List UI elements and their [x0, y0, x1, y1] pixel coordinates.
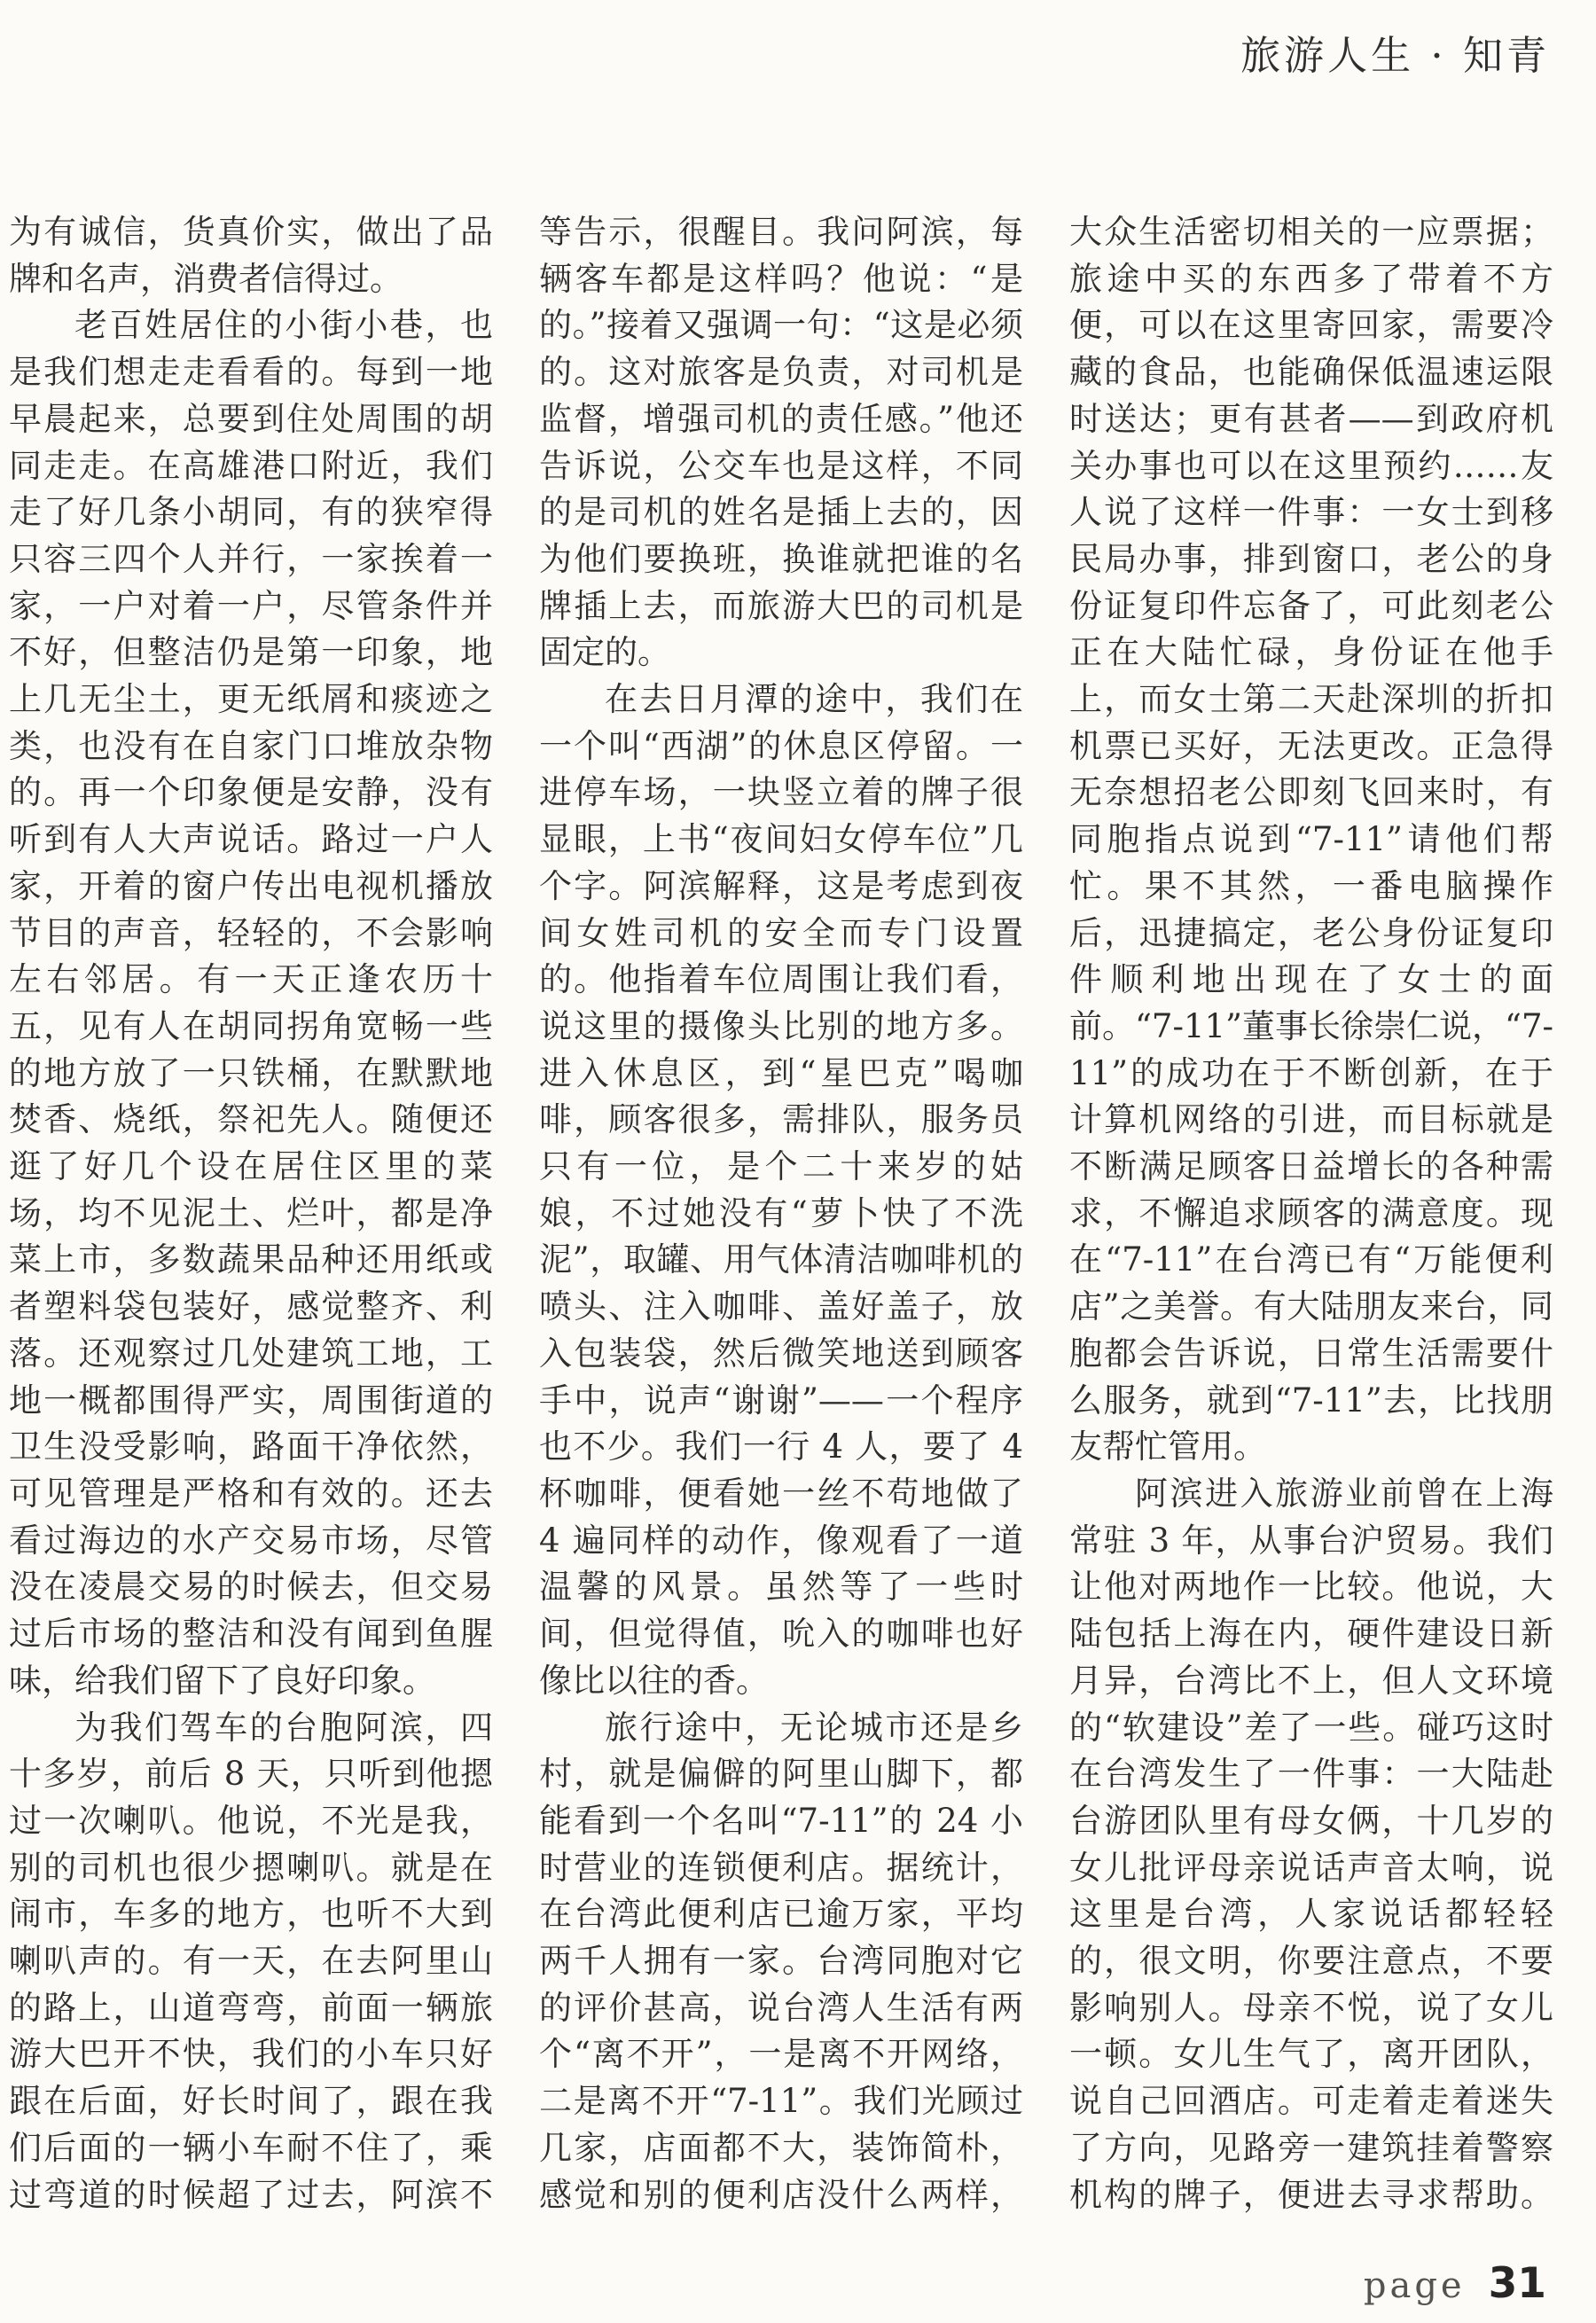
- paragraph: 在去日月潭的途中，我们在一个叫“西湖”的休息区停留。一进停车场，一块竖立着的牌子很显眼，上书“夜间妇女停车位”几个字。阿滨解释，这是考虑到夜间女姓司机的安全而专门设置的。他指着车位周围让我们看，说这里的摄像头比别的地方多。进入休息区，到“星巴克”喝咖啡，顾客很多，需排队，服务员只有一位，是个二十来岁的姑娘，不过她没有“萝卜快了不洗泥”，取罐、用气体清洁咖啡机的喷头、注入咖啡、盖好盖子，放入包装袋，然后微笑地送到顾客手中，说声“谢谢”——一个程序也不少。我们一行 4 人，要了 4 杯咖啡，便看她一丝不苟地做了 4 遍同样的动作，像观看了一道温馨的风景。虽然等了一些时间，但觉得值，吮入的咖啡也好像比以往的香。: [539, 680, 1023, 1700]
- text-column-3: [1069, 209, 1553, 2224]
- paragraph-continued: 为有诚信，货真价实，做出了品牌和名声，消费者信得过。: [9, 213, 493, 298]
- page-label: page: [1363, 2265, 1466, 2306]
- paragraph: 老百姓居住的小街小巷，也是我们想走走看看的。每到一地早晨起来，总要到住处周围的胡同走走。在高雄港口附近，我们走了好几条小胡同，有的狭窄得只容三四个人并行，一家挨着一家，一户对着一户，尽管条件并不好，但整洁仍是第一印象，地上几无尘土，更无纸屑和痰迹之类，也没有在自家门口堆放杂物的。再一个印象便是安静，没有听到有人大声说话。路过一户人家，开着的窗户传出电视机播放节目的声音，轻轻的，不会影响左右邻居。有一天正逢农历十五，见有人在胡同拐角宽畅一些的地方放了一只铁桶，在默默地焚香、烧纸，祭祀先人。随便还逛了好几个设在居住区里的菜场，均不见泥土、烂叶，都是净菜上市，多数蔬果品种还用纸或者塑料袋包装好，感觉整齐、利落。还观察过几处建筑工地，工地一概都围得严实，周围街道的卫生没受影响，路面干净依然，可见管理是严格和有效的。还去看过海边的水产交易市场，尽管没在凌晨交易的时候去，但交易过后市场的整洁和没有闻到鱼腥味，给我们留下了良好印象。: [9, 306, 493, 1700]
- page-number: 31: [1488, 2259, 1546, 2308]
- article-body: [9, 209, 1553, 2224]
- paragraph: 为我们驾车的台胞阿滨，四十多岁，前后 8 天，只听到他摁过一次喇叭。他说，不光是我，别的司机也很少摁喇叭。就是在闹市，车多的地方，也听不大到喇叭声的。有一天，在去阿里山的路上，山道弯弯，前面一辆旅游大巴开不快，我们的小车只好跟在后面，好长时间了，跟在我们后面的一辆小车耐不住了，乘过弯道的时候超了过去，阿滨不: [9, 1708, 493, 2214]
- section-header: 旅游人生 · 知青: [1240, 32, 1550, 79]
- text-column-2: [539, 209, 1023, 2224]
- text-column-1: [9, 209, 493, 2224]
- paragraph-continued: 等告示，很醒目。我问阿滨，每辆客车都是这样吗？他说：“是的。”接着又强调一句：“这是必须的。这对旅客是负责，对司机是监督，增强司机的责任感。”他还告诉说，公交车也是这样，不同的是司机的姓名是插上去的，因为他们要换班，换谁就把谁的名牌插上去，而旅游大巴的司机是固定的。: [539, 213, 1023, 672]
- paragraph-continued: 大众生活密切相关的一应票据；旅途中买的东西多了带着不方便，可以在这里寄回家，需要冷藏的食品，也能确保低温速运限时送达；更有甚者——到政府机关办事也可以在这里预约……友人说了这样一件事：一女士到移民局办事，排到窗口，老公的身份证复印件忘备了，可此刻老公正在大陆忙碌，身份证在他手上，而女士第二天赴深圳的折扣机票已买好，无法更改。正急得无奈想招老公即刻飞回来时，有同胞指点说到“7-11”请他们帮忙。果不其然，一番电脑操作后，迅捷搞定，老公身份证复印件顺利地出现在了女士的面前。“7-11”董事长徐崇仁说，“7-11”的成功在于不断创新，在于计算机网络的引进，而目标就是不断满足顾客日益增长的各种需求，不懈追求顾客的满意度。现在“7-11”在台湾已有“万能便利店”之美誉。有大陆朋友来台，同胞都会告诉说，日常生活需要什么服务，就到“7-11”去，比找朋友帮忙管用。: [1069, 213, 1553, 1467]
- paragraph: 旅行途中，无论城市还是乡村，就是偏僻的阿里山脚下，都能看到一个名叫“7-11”的 24 小时营业的连锁便利店。据统计，在台湾此便利店已逾万家，平均两千人拥有一家。台湾同胞对它的评价甚高，说台湾人生活有两个“离不开”，一是离不开网络，二是离不开“7-11”。我们光顾过几家，店面都不大，装饰简朴，感觉和别的便利店没什么两样，: [539, 1708, 1023, 2214]
- paragraph: 阿滨进入旅游业前曾在上海常驻 3 年，从事台沪贸易。我们让他对两地作一比较。他说，大陆包括上海在内，硬件建设日新月异，台湾比不上，但人文环境的“软建设”差了一些。碰巧这时在台湾发生了一件事：一大陆赴台游团队里有母女俩，十几岁的女儿批评母亲说话声音太响，说这里是台湾，人家说话都轻轻的，很文明，你要注意点，不要影响别人。母亲不悦，说了女儿一顿。女儿生气了，离开团队，说自己回酒店。可走着走着迷失了方向，见路旁一建筑挂着警察机构的牌子，便进去寻求帮助。: [1069, 1474, 1553, 2214]
- page-footer: [1364, 2259, 1546, 2308]
